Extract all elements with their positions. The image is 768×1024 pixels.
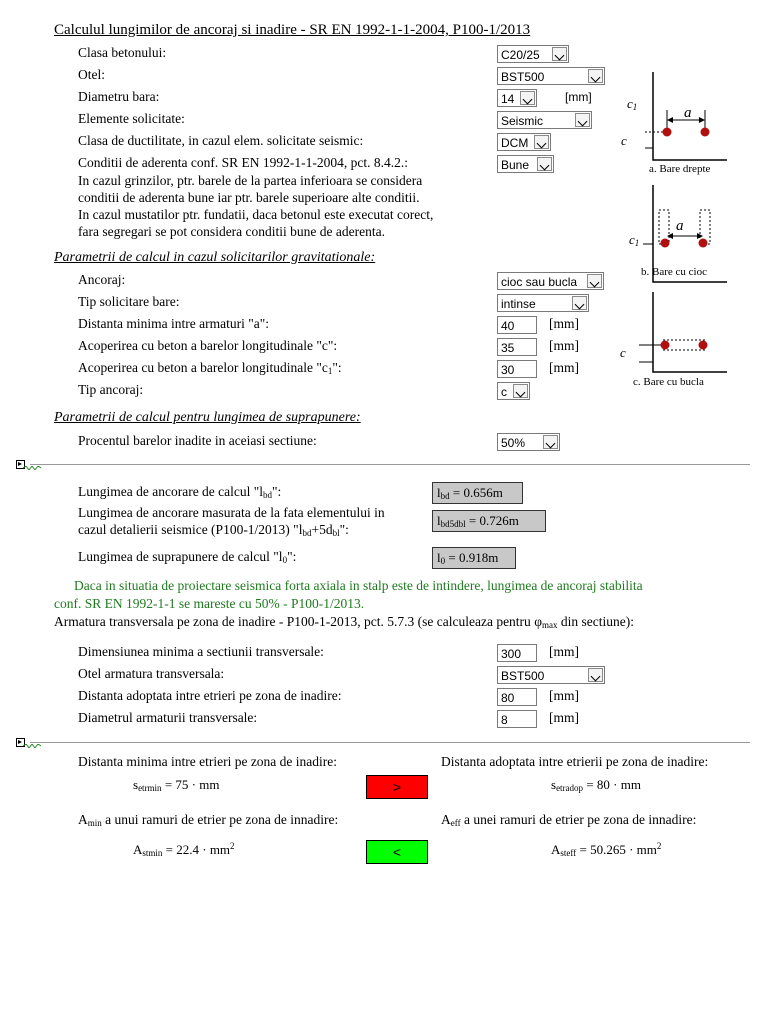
lbd-label: Lungimea de ancorare de calcul "$l_{bd}$": (78, 484, 282, 500)
figure-label-a: a (684, 105, 692, 121)
figure-bare-bucla (639, 292, 727, 372)
ancoraj-value: cioc sau bucla (501, 275, 578, 289)
aderenta-note-4: fara segregari se pot considera conditii bune de aderenta. (78, 224, 385, 239)
tip-ancoraj-value: c (501, 385, 507, 399)
otel-transv-value: BST500 (501, 669, 545, 683)
tip-ancoraj-label: Tip ancoraj: (78, 382, 144, 397)
chevron-down-icon (534, 135, 549, 149)
smin-label: Distanta minima intre etrieri pe zona de inadire: (78, 754, 338, 769)
spacing-compare-indicator: > (366, 775, 428, 799)
chevron-down-icon (537, 157, 552, 171)
dist-etrieri-unit: [mm] (549, 688, 579, 703)
diam-transv-input[interactable]: 8 (497, 710, 537, 728)
grav-section-header: Parametrii de calcul in cazul solicitarilor gravitationale: (54, 250, 376, 265)
region-divider (30, 464, 750, 465)
sadop-label: Distanta adoptata intre etrierii pe zona de inadire: (441, 754, 709, 769)
tip-ancoraj-select[interactable] (497, 382, 530, 400)
supr-section-header: Parametrii de calcul pentru lungimea de suprapunere: (54, 410, 361, 425)
solicitare-label: Tip solicitare bare: (78, 294, 180, 309)
dist-a-unit: [mm] (549, 316, 579, 331)
l0-label: Lungimea de suprapunere de calcul "$l_0$": (78, 549, 297, 565)
figure-label-a-b: a (676, 218, 684, 234)
asteff-value: $A_{steff} = 50.265 \cdot mm^2$ (551, 841, 662, 858)
lbd5dbl-result: $l_{bd5dbl} = 0.726m$ (432, 510, 546, 532)
aderenta-note-3: In cazul mustatilor ptr. fundatii, daca betonul este executat corect, (78, 207, 434, 222)
seis-label-line2: cazul detalierii seismice (P100-1/2013) "$l_{bd}+5d_{bl}$": (78, 522, 349, 538)
chevron-down-icon (588, 668, 603, 682)
chevron-down-icon (575, 113, 590, 127)
clasa-beton-label: Clasa betonului: (78, 45, 167, 60)
ductilitate-select[interactable] (497, 133, 551, 151)
region-divider (30, 742, 750, 743)
smin-value: $s_{etrmin} = 75$ · mm (133, 777, 220, 793)
acop-c-unit: [mm] (549, 338, 579, 353)
diametru-value: 14 (501, 92, 515, 106)
caption-bare-cioc: b. Bare cu cioc (641, 266, 707, 278)
dist-a-input[interactable]: 40 (497, 316, 537, 334)
ancoraj-label: Ancoraj: (78, 272, 126, 287)
aderenta-note-2: conditii de aderenta bune iar ptr. barele superioare alte conditii. (78, 190, 420, 205)
sadop-value: $s_{etradop} = 80$ · mm (551, 777, 641, 793)
chevron-down-icon (587, 274, 602, 288)
chevron-down-icon (552, 47, 567, 61)
page-title: Calculul lungimilor de ancoraj si inadire - SR EN 1992-1-1-2004, P100-1/2013 (54, 22, 531, 38)
clasa-beton-value: C20/25 (501, 48, 540, 62)
aderenta-value: Bune (501, 158, 530, 172)
dist-etrieri-label: Distanta adoptata intre etrieri pe zona de inadire: (78, 688, 342, 703)
caption-bare-bucla: c. Bare cu bucla (633, 376, 704, 388)
chevron-down-icon (513, 384, 528, 398)
chevron-down-icon (588, 69, 603, 83)
ancoraj-select[interactable] (497, 272, 604, 290)
acop-c-label: Acoperirea cu beton a barelor longitudinale "c": (78, 338, 338, 353)
dist-etrieri-input[interactable]: 80 (497, 688, 537, 706)
diametru-select[interactable] (497, 89, 537, 107)
aeff-label: $A_{eff}$ a unei ramuri de etrier pe zona de innadire: (441, 812, 697, 828)
amin-label: $A_{min}$ a unui ramuri de etrier pe zona de innadire: (78, 812, 339, 828)
chevron-down-icon (572, 296, 587, 310)
elemente-select[interactable] (497, 111, 592, 129)
seismic-note-line1: Daca in situatia de proiectare seismica forta axiala in stalp este de intindere, lungimea de ancoraj stabilita (74, 578, 643, 593)
aderenta-select[interactable] (497, 155, 554, 173)
procent-value: 50% (501, 436, 526, 450)
area-compare-indicator: < (366, 840, 428, 864)
solicitare-value: intinse (501, 297, 536, 311)
acop-c1-input[interactable]: 30 (497, 360, 537, 378)
caption-bare-drepte: a. Bare drepte (649, 163, 711, 175)
otel-select[interactable] (497, 67, 605, 85)
figure-label-c: c (621, 133, 627, 148)
seismic-note-line2: conf. SR EN 1992-1-1 se mareste cu 50% - P100-1/2013. (54, 596, 365, 611)
l0-result: $l_0 = 0.918m$ (432, 547, 516, 569)
transv-header: Armatura transversala pe zona de inadire - P100-1-2013, pct. 5.7.3 (se calculeaza pentru $\varphi_{max}$ din sectiune): (54, 614, 634, 630)
diametru-unit: [mm] (565, 90, 592, 104)
ductilitate-value: DCM (501, 136, 529, 150)
procent-label: Procentul barelor inadite in aceiasi sectiune: (78, 433, 317, 448)
clasa-beton-select[interactable] (497, 45, 569, 63)
solicitare-select[interactable] (497, 294, 589, 312)
chevron-down-icon (543, 435, 558, 449)
figure-label-c1-b: $c_1$ (629, 232, 640, 248)
ductilitate-label: Clasa de ductilitate, in cazul elem. solicitate seismic: (78, 133, 364, 148)
dim-min-unit: [mm] (549, 644, 579, 659)
otel-value: BST500 (501, 70, 545, 84)
elemente-value: Seismic (501, 114, 544, 128)
figure-label-c1: $c_1$ (627, 96, 638, 112)
acop-c1-label: Acoperirea cu beton a barelor longitudinale "$c_1$": (78, 360, 342, 376)
seis-label-line1: Lungimea de ancorare masurata de la fata elementului in (78, 505, 385, 520)
diam-transv-unit: [mm] (549, 710, 579, 725)
otel-transv-select[interactable] (497, 666, 605, 684)
dim-min-label: Dimensiunea minima a sectiunii transversale: (78, 644, 324, 659)
acop-c1-unit: [mm] (549, 360, 579, 375)
aderenta-note-1: In cazul grinzilor, ptr. barele de la partea inferioara se considera (78, 173, 423, 188)
otel-transv-label: Otel armatura transversala: (78, 666, 225, 681)
figure-label-c-c: c (620, 345, 626, 360)
procent-select[interactable] (497, 433, 560, 451)
lbd-result: $l_{bd} = 0.656m$ (432, 482, 523, 504)
acop-c-input[interactable]: 35 (497, 338, 537, 356)
otel-label: Otel: (78, 67, 105, 82)
aderenta-label: Conditii de aderenta conf. SR EN 1992-1-1-2004, pct. 8.4.2.: (78, 155, 408, 170)
diam-transv-label: Diametrul armaturii transversale: (78, 710, 258, 725)
astmin-value: $A_{stmin} = 22.4 \cdot mm^2$ (133, 841, 235, 858)
diametru-label: Diametru bara: (78, 89, 160, 104)
dist-a-label: Distanta minima intre armaturi "a": (78, 316, 269, 331)
chevron-down-icon (520, 91, 535, 105)
elemente-label: Elemente solicitate: (78, 111, 185, 126)
region-marker-icon (23, 466, 41, 470)
dim-min-input[interactable]: 300 (497, 644, 537, 662)
region-marker-icon (23, 744, 41, 748)
